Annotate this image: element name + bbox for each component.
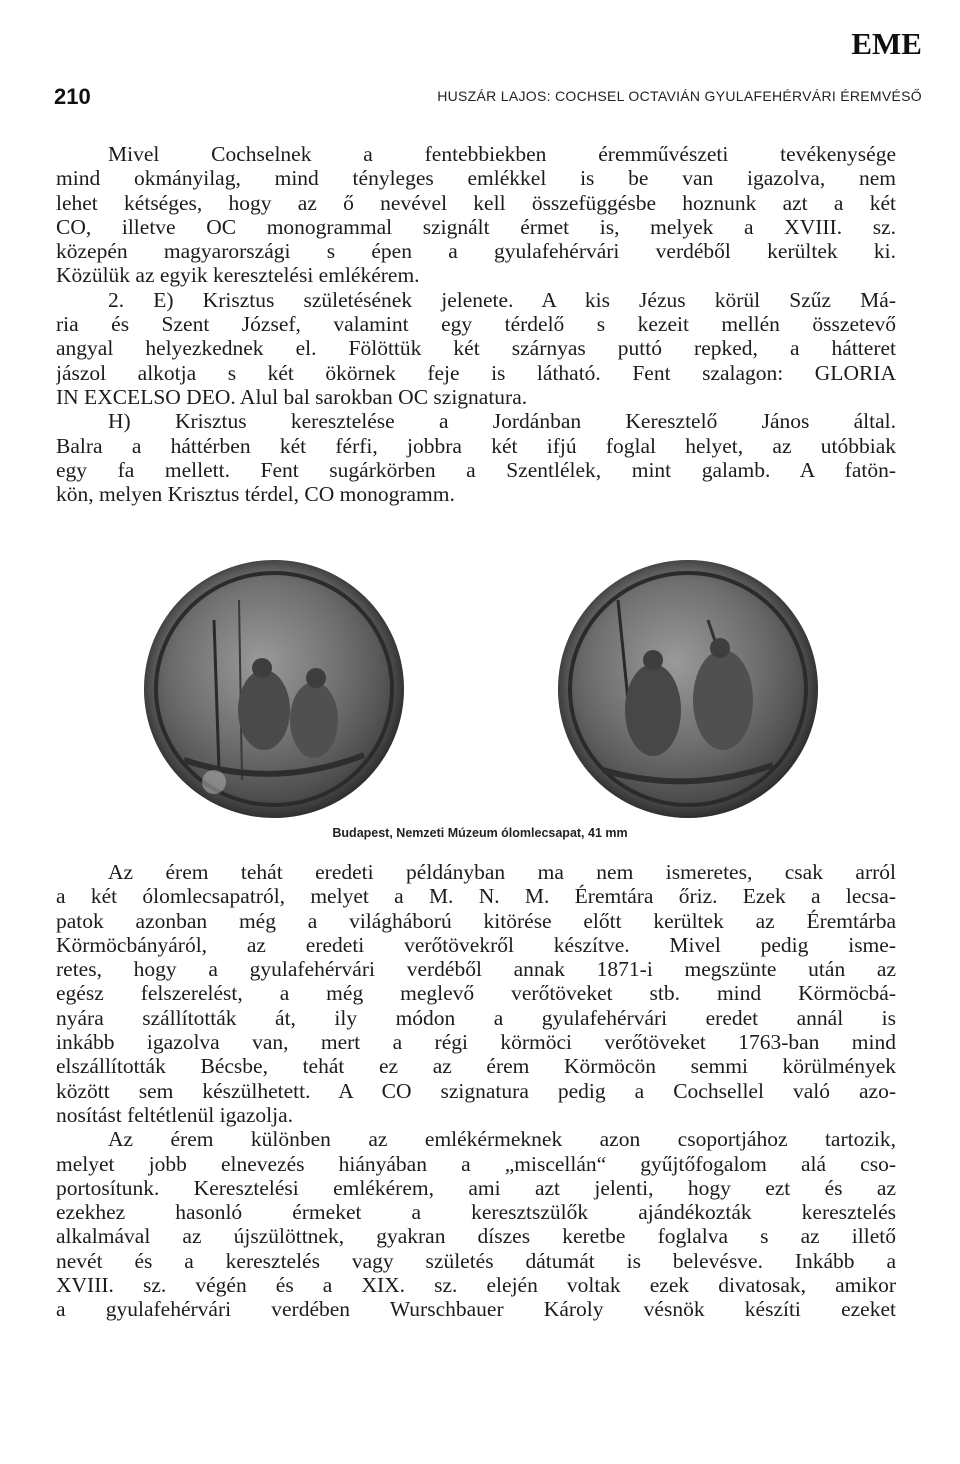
text-line: angyal helyezkednek el. Fölöttük két szárnyas puttó repked, a hátteret xyxy=(56,336,896,361)
text-line: mind okmányilag, mind tényleges emlékkel is be van igazolva, nem xyxy=(56,166,896,191)
text-line: a két ólomlecsapatról, melyet a M. N. M. Éremtára őriz. Ezek a lecsa- xyxy=(56,884,896,909)
text-line: ria és Szent József, valamint egy térdelő s kezeit mellén összetevő xyxy=(56,312,896,337)
text-line: a gyulafehérvári verdében Wurschbauer Károly vésnök készíti ezeket xyxy=(56,1297,896,1322)
text-line: portosítunk. Keresztelési emlékérem, ami azt jelenti, hogy ezt és az xyxy=(56,1175,896,1200)
text-line: elszállították Bécsbe, tehát ez az érem Körmöcön semmi körülmények xyxy=(56,1054,896,1079)
text-line: CO, illetve OC monogrammal szignált érmet is, melyek a XVIII. sz. xyxy=(56,214,896,239)
text-line: inkább igazolva van, mert a régi körmöci verőtöveket 1763-ban mind xyxy=(56,1030,896,1055)
text-line: IN EXCELSO DEO. Alul bal sarokban OC szignatura. xyxy=(56,384,528,409)
page-header xyxy=(54,84,922,114)
text-line: Körmöcbányáról, az eredeti verőtövekről készítve. Mivel pedig isme- xyxy=(56,932,896,957)
text-line: közepén magyarországi s épen a gyulafehérvári verdéből kerültek ki. xyxy=(56,239,896,264)
text-line: XVIII. sz. végén és a XIX. sz. elején voltak ezek divatosak, amikor xyxy=(56,1273,896,1298)
text-line: nyára szállították át, ily módon a gyulafehérvári eredet annál is xyxy=(56,1005,896,1030)
body-text-bottom xyxy=(56,860,896,1322)
text-line: egész felszerelést, a még meglevő verőtöveket stb. mind Körmöcbá- xyxy=(56,981,896,1006)
text-line: között sem készülhetett. A CO szignatura pedig a Cochsellel való azo- xyxy=(56,1078,896,1103)
text-line: melyet jobb elnevezés hiányában a „miscellán“ gyűjtőfogalom alá cso- xyxy=(56,1151,896,1176)
body-text-top xyxy=(56,142,896,506)
text-line: kön, melyen Krisztus térdel, CO monogramm. xyxy=(56,482,455,507)
text-line: egy fa mellett. Fent sugárkörben a Szentlélek, mint galamb. A fatön- xyxy=(56,457,896,482)
medal-obverse-image xyxy=(144,560,404,818)
text-line: nevét és a keresztelés vagy születés dátumát is belevésve. Inkább a xyxy=(56,1248,896,1273)
text-line: jászol alkotja s két ökörnek feje is látható. Fent szalagon: GLORIA xyxy=(56,360,896,385)
text-line: Az érem tehát eredeti példányban ma nem ismeretes, csak arról xyxy=(108,860,896,884)
medal-figure xyxy=(130,560,830,820)
text-line: Mivel Cochselnek a fentebbiekben éremművészeti tevékenysége xyxy=(108,142,896,166)
figure-caption: Budapest, Nemzeti Múzeum ólomlecsapat, 41 mm xyxy=(332,826,628,840)
text-line: patok azonban még a világháború kitörése előtt kerültek az Éremtárba xyxy=(56,908,896,933)
text-line: Balra a háttérben két férfi, jobbra két ifjú foglal helyet, az utóbbiak xyxy=(56,433,896,458)
text-line: lehet kétséges, hogy az ő nevével kell összefüggésbe hoznunk azt a két xyxy=(56,190,896,215)
text-line: Közülük az egyik keresztelési emlékérem. xyxy=(56,263,420,288)
page-number: 210 xyxy=(54,84,91,109)
text-line: ezekhez hasonló érmeket a keresztszülők ajándékozták keresztelés xyxy=(56,1200,896,1225)
text-line: retes, hogy a gyulafehérvári verdéből annak 1871-i megszünte után az xyxy=(56,957,896,982)
text-line: nosítást feltétlenül igazolja. xyxy=(56,1102,294,1127)
publisher-logo: EME xyxy=(851,26,922,61)
text-line: 2. E) Krisztus születésének jelenete. A kis Jézus körül Szűz Má- xyxy=(108,287,896,312)
medal-reverse-image xyxy=(558,560,818,818)
text-line: Az érem különben az emlékérmeknek azon csoportjához tartozik, xyxy=(108,1127,896,1152)
text-line: H) Krisztus keresztelése a Jordánban Keresztelő János által. xyxy=(108,409,896,434)
running-head: HUSZÁR LAJOS: COCHSEL OCTAVIÁN GYULAFEHÉRVÁRI ÉREMVÉSŐ xyxy=(437,88,922,104)
text-line: alkalmával az újszülöttnek, gyakran díszes keretbe foglalva s az illető xyxy=(56,1224,896,1249)
